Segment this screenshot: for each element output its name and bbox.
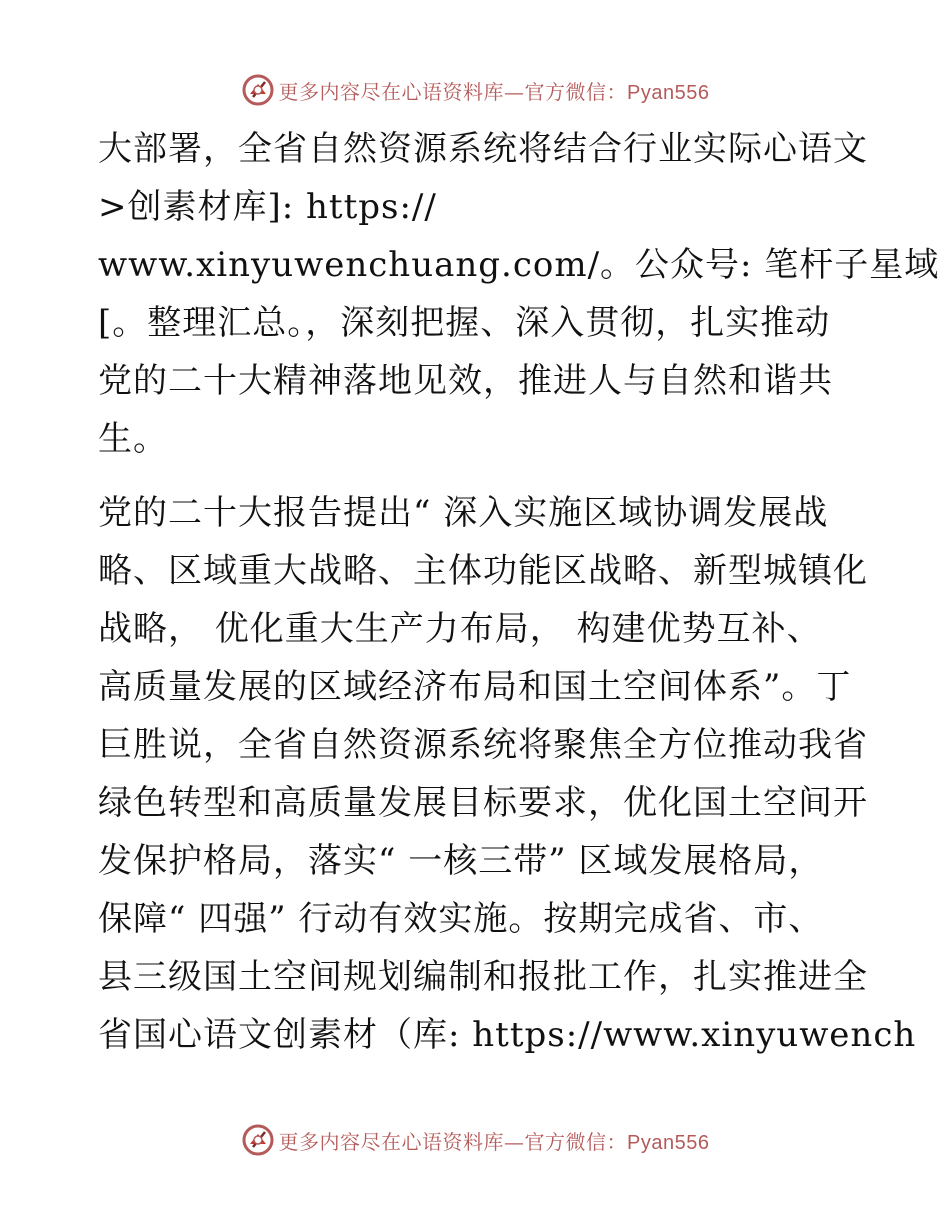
text-line: >创素材库]: https:// xyxy=(98,187,437,227)
header-banner-text: 更多内容尽在心语资料库—官方微信：Pyan556 xyxy=(278,79,710,104)
footer-banner xyxy=(0,1120,950,1160)
footer-banner-text: 更多内容尽在心语资料库—官方微信：Pyan556 xyxy=(278,1129,710,1154)
text-line: 保障“ 四强” 行动有效实施。按期完成省、市、 xyxy=(98,899,824,939)
text-line: 大部署，全省自然资源系统将结合行业实际心语文 xyxy=(98,129,868,169)
text-line: [。整理汇总。，深刻把握、深入贯彻，扎实推动 xyxy=(98,303,831,343)
text-line: 巨胜说，全省自然资源系统将聚焦全方位推动我省 xyxy=(98,725,868,765)
paragraph-gap xyxy=(98,468,858,484)
text-line: 党的二十大精神落地见效，推进人与自然和谐共 xyxy=(98,361,833,401)
paragraph-2 xyxy=(98,484,917,1064)
text-line: 略、区域重大战略、主体功能区战略、新型城镇化 xyxy=(98,551,868,591)
text-line: 县三级国土空间规划编制和报批工作，扎实推进全 xyxy=(98,957,868,997)
header-banner-handle: Pyan556 xyxy=(627,81,710,104)
text-line: 绿色转型和高质量发展目标要求，优化国土空间开 xyxy=(98,783,868,823)
text-line: 高质量发展的区域经济布局和国土空间体系”。丁 xyxy=(98,667,852,707)
text-line: 发保护格局，落实“ 一核三带” 区域发展格局， xyxy=(98,841,824,881)
paragraph-1 xyxy=(98,120,940,468)
text-line: 省国心语文创素材（库: https://www.xinyuwench xyxy=(98,1015,917,1055)
footer-banner-handle: Pyan556 xyxy=(627,1131,710,1154)
text-line: 战略， 优化重大生产力布局， 构建优势互补、 xyxy=(98,609,822,649)
header-banner xyxy=(0,70,950,110)
document-body xyxy=(98,120,940,1064)
red-book-pen-logo-icon xyxy=(241,73,275,107)
text-line: 党的二十大报告提出“ 深入实施区域协调发展战 xyxy=(98,493,829,533)
text-line: www.xinyuwenchuang.com/。公众号: 笔杆子星域 xyxy=(98,245,940,285)
text-line: 生。 xyxy=(98,419,168,459)
red-book-pen-logo-icon xyxy=(241,1123,275,1157)
